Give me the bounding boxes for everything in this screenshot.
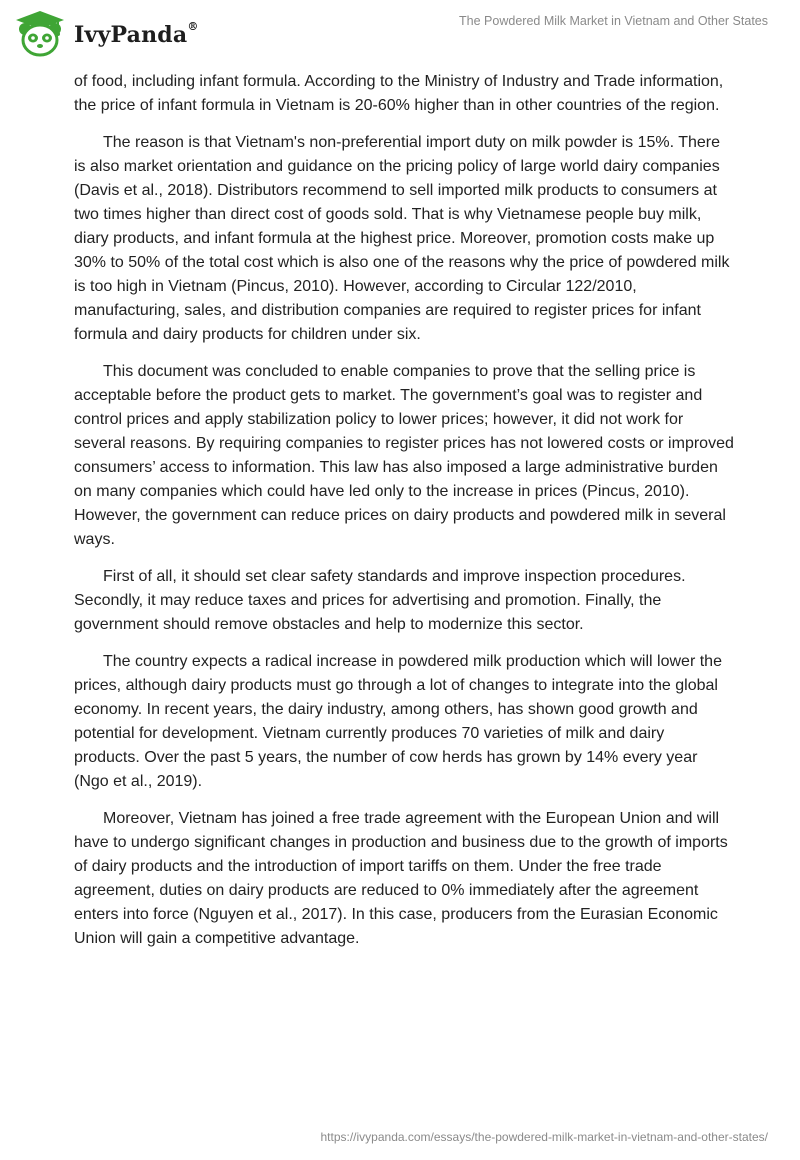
page-header	[0, 0, 800, 70]
paragraph-4: First of all, it should set clear safety standards and improve inspection procedures. Secondly, it may reduce taxes and prices for advertising and promotion. Finally, the government should remove obstacles and help to modernize this sector.	[74, 568, 686, 633]
brand-text: IvyPanda	[74, 22, 188, 48]
document-title: The Powdered Milk Market in Vietnam and Other States	[459, 14, 768, 28]
essay-body	[74, 70, 734, 964]
paragraph-2: The reason is that Vietnam's non-preferential import duty on milk powder is 15%. There is also market orientation and guidance on the pricing policy of large world dairy companies (Davis et al., 2018). Distributors recommend to sell imported milk products to consumers at two times higher than direct cost of goods sold. That is why Vietnamese people buy milk, diary products, and infant formula at the highest price. Moreover, promotion costs make up 30% to 50% of the total cost which is also one of the reasons why the price of powdered milk is too high in Vietnam (Pincus, 2010). However, according to Circular 122/2010, manufacturing, sales, and distribution companies are required to register prices for infant formula and dairy products for children under six.	[74, 134, 730, 343]
paragraph-1: of food, including infant formula. According to the Ministry of Industry and Trade information, the price of infant formula in Vietnam is 20-60% higher than in other countries of the region.	[74, 73, 724, 114]
panda-graduate-logo-icon	[14, 9, 66, 57]
paragraph-6: Moreover, Vietnam has joined a free trade agreement with the European Union and will have to undergo significant changes in production and business due to the growth of imports of dairy products and the introduction of import tariffs on them. Under the free trade agreement, duties on dairy products are reduced to 0% immediately after the agreement enters into force (Nguyen et al., 2017). In this case, producers from the Eurasian Economic Union will gain a competitive advantage.	[74, 810, 728, 947]
ivypanda-logo[interactable]	[14, 9, 199, 57]
paragraph-3: This document was concluded to enable companies to prove that the selling price is acceptable before the product gets to market. The government’s goal was to register and control prices and apply stabilization policy to lower prices; however, it did not work for several reasons. By requiring companies to register prices has not lowered costs or improved consumers’ access to information. This law has also imposed a large administrative burden on many companies which could have led only to the increase in prices (Pincus, 2010). However, the government can reduce prices on dairy products and powdered milk in several ways.	[74, 363, 734, 548]
source-url-link[interactable]: https://ivypanda.com/essays/the-powdered-milk-market-in-vietnam-and-other-states/	[320, 1130, 768, 1144]
registered-mark: ®	[187, 19, 199, 33]
paragraph-5: The country expects a radical increase in powdered milk production which will lower the prices, although dairy products must go through a lot of changes to integrate into the global economy. In recent years, the dairy industry, among others, has shown good growth and potential for development. Vietnam currently produces 70 varieties of milk and dairy products. Over the past 5 years, the number of cow herds has grown by 14% every year (Ngo et al., 2019).	[74, 653, 722, 790]
brand-name	[74, 19, 199, 48]
